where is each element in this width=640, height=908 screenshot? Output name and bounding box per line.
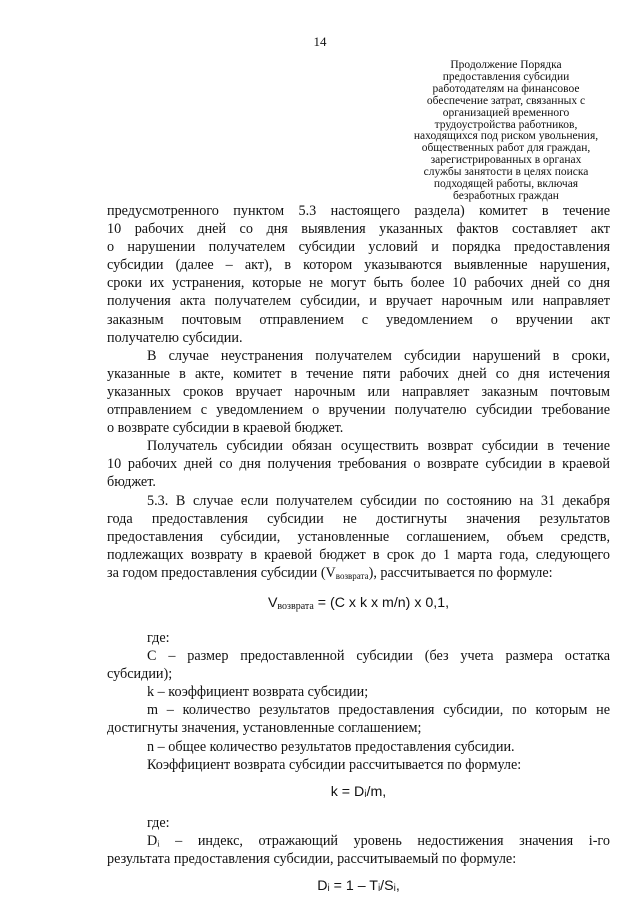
formula-coefficient: k = Dᵢ/m, xyxy=(330,783,387,800)
page-number: 14 xyxy=(313,34,327,49)
paragraph-act xyxy=(107,202,610,347)
text-line: о возврате субсидии в краевой бюджет. xyxy=(107,420,344,437)
text-line: заказным почтовым отправлением с уведомлением о вручении акт xyxy=(107,311,610,328)
text-line: подлежащих возврату в краевой бюджет в срок до 1 марта года, следующего xyxy=(107,546,610,563)
text-line: C – размер предоставленной субсидии (без учета размера остатка xyxy=(147,648,610,665)
definition-m xyxy=(107,701,610,737)
text-line: достигнуты значения, установленные соглашением; xyxy=(107,720,422,737)
text-line: результата предоставления субсидии, рассчитываемый по формуле: xyxy=(107,850,517,867)
header-line: трудоустройства работников, xyxy=(434,118,578,131)
header-line: находящихся под риском увольнения, xyxy=(413,130,599,143)
header-line: безработных граждан xyxy=(453,189,559,202)
subscript: возврата xyxy=(335,570,369,581)
header-line: подходящей работы, включая xyxy=(433,178,579,191)
paragraph-return-obligation xyxy=(107,437,610,491)
definition-k: k – коэффициент возврата субсидии; xyxy=(147,684,369,701)
text-line: получателю субсидии. xyxy=(107,329,243,346)
text-line: получения акта получателем субсидии, и вручает нарочным или направляет xyxy=(107,293,610,310)
text-line: 10 рабочих дней со дня выявления указанных фактов составляет акт xyxy=(107,221,610,238)
definition-d xyxy=(107,832,610,868)
text-line: Dᵢ – индекс, отражающий уровень недостижения значения i-го xyxy=(147,832,610,849)
text-line: о нарушении получателем субсидии условий и порядка предоставления xyxy=(107,239,610,256)
formula-subscript: возврата xyxy=(277,600,314,612)
text-line: бюджет. xyxy=(107,474,156,491)
where-label: где: xyxy=(147,629,170,646)
formula-symbol: V xyxy=(267,594,278,611)
text-line: отправлением с уведомлением о вручении получателю субсидии требование xyxy=(107,402,610,419)
header-line: общественных работ для граждан, xyxy=(421,142,591,155)
header-line: службы занятости в целях поиска xyxy=(423,166,589,179)
header-line: зарегистрированных в органах xyxy=(430,154,582,167)
text-line: предоставления субсидии, установленные соглашением, объем средств, xyxy=(107,528,610,545)
text-line: сроки их устранения, которые не могут быть более 10 рабочих дней со дня xyxy=(107,275,610,292)
header-line: организацией временного xyxy=(442,106,570,119)
text-line: 10 рабочих дней со дня получения требования о возврате субсидии в краевой xyxy=(107,456,610,473)
formula-return-volume xyxy=(107,593,610,617)
paragraph-non-elimination xyxy=(107,347,610,437)
text-line: 5.3. В случае если получателем субсидии по состоянию на 31 декабря xyxy=(147,492,610,509)
text-line xyxy=(107,564,610,585)
text-line: субсидии); xyxy=(107,666,173,683)
coefficient-text: Коэффициент возврата субсидии рассчитывается по формуле: xyxy=(147,756,522,773)
header-line: работодателям на финансовое xyxy=(432,82,580,95)
running-header xyxy=(408,60,604,203)
definition-c xyxy=(107,647,610,683)
document-body xyxy=(107,202,610,908)
text-line: m – количество результатов предоставления субсидии, по которым не xyxy=(147,702,610,719)
formula-body: = (C x k x m/n) x 0,1, xyxy=(313,594,450,611)
text-line: указанные в акте, комитет в течение пяти рабочих дней со дня истечения xyxy=(107,365,610,382)
where-label-2: где: xyxy=(147,814,170,831)
header-line: предоставления субсидии xyxy=(442,70,570,83)
text-line: года предоставления субсидии не достигнуты значения результатов xyxy=(107,510,610,527)
text-line: предусмотренного пунктом 5.3 настоящего раздела) комитет в течение xyxy=(107,203,610,219)
text-line: В случае неустранения получателем субсидии нарушений в сроки, xyxy=(147,347,610,364)
header-line: обеспечение затрат, связанных с xyxy=(426,94,586,107)
header-line: Продолжение Порядка xyxy=(450,59,562,71)
text-line: указанных сроков вручает нарочным или направляет заказным почтовым xyxy=(107,383,610,400)
definition-n: n – общее количество результатов предоставления субсидии. xyxy=(147,738,515,755)
text-fragment: ), рассчитывается по формуле: xyxy=(368,564,553,581)
paragraph-5-3 xyxy=(107,492,610,585)
text-line: субсидии (далее – акт), в котором указываются выявленные нарушения, xyxy=(107,257,610,274)
formula-index: Dᵢ = 1 – Tᵢ/Sᵢ, xyxy=(317,878,400,894)
text-line: Получатель субсидии обязан осуществить возврат субсидии в течение xyxy=(147,438,610,455)
text-fragment: за годом предоставления субсидии (V xyxy=(107,564,336,581)
